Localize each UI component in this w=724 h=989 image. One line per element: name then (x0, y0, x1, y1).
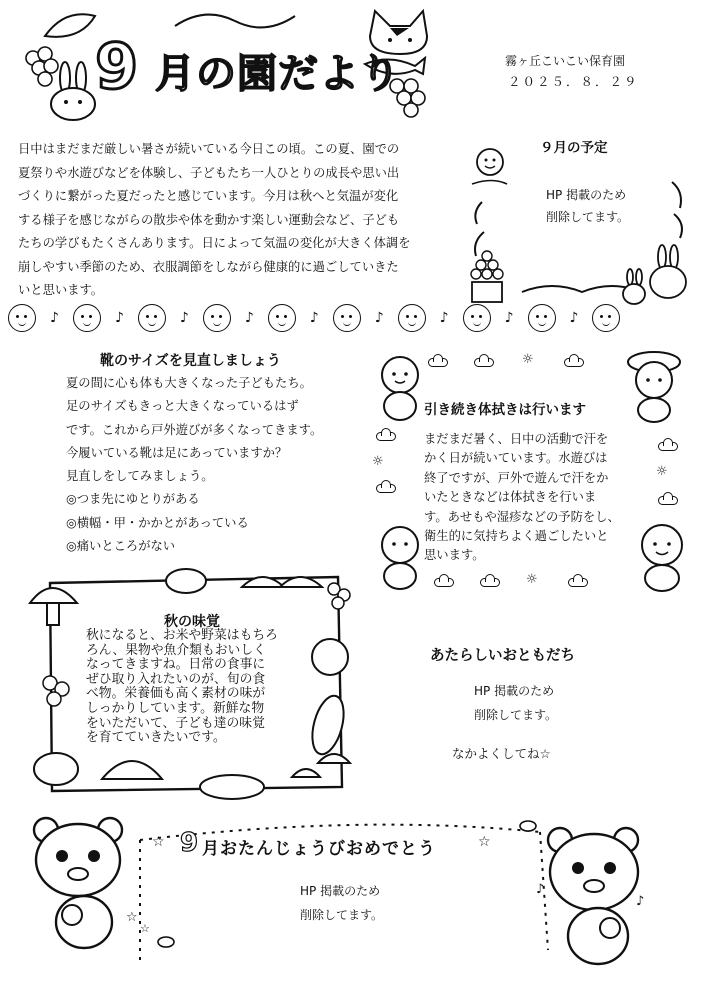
autumn-line: ぜひ取り入れたいのが、旬の食 (86, 671, 266, 687)
intro-paragraph (18, 138, 458, 303)
title-text: 月の園だより (155, 51, 401, 97)
autumn-line: 秋になると、お米や野菜はもちろ (86, 628, 278, 643)
new-friends-title: あたらしいおともだち (430, 648, 575, 664)
music-note-icon: ♪ (244, 310, 254, 326)
intro-line: する様子を感じながらの散歩や体を動かす楽しい運動会など、子ども (18, 212, 400, 227)
towel-section (362, 350, 724, 595)
new-friends-line-1: HP 掲載のため (474, 684, 555, 698)
apple-face-icon (592, 304, 620, 332)
star-icon: ☆ (126, 910, 138, 925)
music-note-icon: ♪ (309, 310, 319, 326)
autumn-line: しっかりしています。新鮮な物 (86, 700, 265, 716)
cloud-icon (564, 358, 584, 367)
autumn-line: をいただいて、子ども達の味覚 (86, 715, 265, 731)
music-note-icon: ♪ (439, 310, 449, 326)
shoes-line: 見直しをしてみましょう。 (66, 469, 214, 484)
birthday-line-2: 削除してます。 (300, 908, 384, 922)
towel-title: 引き続き体拭きは行います (424, 402, 586, 418)
star-icon: ☆ (478, 834, 491, 850)
music-note-icon: ♪ (50, 310, 59, 326)
birthday-title: 月おたんじょうびおめでとう (202, 839, 436, 859)
title-number-9: 9 (95, 30, 139, 103)
schedule-line-2: 削除してます。 (546, 210, 630, 224)
shoes-title: 靴のサイズを見直しましょう (100, 353, 281, 369)
intro-line: たちの学びもたくさんあります。日によって気温の変化が大きく体調を (18, 236, 411, 250)
autumn-paragraph (86, 629, 278, 746)
shoes-paragraph (66, 372, 322, 558)
autumn-title: 秋の味覚 (164, 614, 220, 630)
cloud-icon (568, 578, 588, 587)
intro-line: 夏祭りや水遊びなどを体験し、子どもたち一人ひとりの成長や思い出 (18, 165, 400, 180)
star-icon: ☆ (140, 922, 150, 935)
towel-line: まだまだ暑く、日中の活動で汗を (424, 432, 609, 446)
towel-line: かく日が続いています。水遊びは (424, 451, 608, 466)
grape-face-icon (203, 304, 231, 332)
chestnut-face-icon (268, 304, 296, 332)
shoes-checklist-item: ◎横幅・甲・かかとがあっている (66, 515, 249, 530)
cloud-icon (480, 578, 500, 587)
music-note-icon: ♪ (374, 310, 384, 326)
autumn-line: べ物。栄養価も高く素材の味が (86, 686, 266, 702)
autumn-line: ろん、果物や魚介類もおいしく (86, 642, 266, 658)
intro-line: 日中はまだまだ厳しい暑さが続いている今日この頃。この夏、園での (18, 142, 400, 156)
chestnut-face-icon (528, 304, 556, 332)
sun-icon: ☼ (526, 572, 538, 587)
birthday-section (0, 810, 724, 985)
cloud-icon (376, 484, 396, 493)
towel-line: 思います。 (424, 548, 485, 563)
newsletter-title-banner (25, 6, 445, 124)
sun-icon: ☼ (522, 352, 534, 367)
autumn-line: を育てていきたいです。 (86, 730, 226, 746)
music-note-icon: ♪ (114, 310, 124, 326)
fruit-faces-divider (8, 304, 708, 332)
schedule-line-1: HP 掲載のため (546, 188, 627, 202)
persimmon-face-icon (8, 304, 36, 332)
sun-icon: ☼ (372, 454, 384, 469)
new-friends-greeting: なかよくしてね☆ (452, 746, 551, 761)
shoes-line: 今履いている靴は足にあっていますか？ (66, 445, 288, 460)
chestnut-face-icon (138, 304, 166, 332)
cloud-icon (474, 358, 494, 367)
towel-line: 衛生的に気持ちよく過ごしたいと (424, 529, 609, 544)
cloud-icon (658, 496, 678, 505)
towel-line: 終了ですが、戸外で遊んで汗をか (424, 470, 609, 485)
persimmon-face-icon (463, 304, 491, 332)
shoes-checklist-item: ◎痛いところがない (66, 539, 176, 554)
intro-line: 崩しやすい季節のため、衣服調節をしながら健康的に過ごしていきた (18, 259, 399, 274)
towel-line: す。あせもや湿疹などの予防をし、 (424, 509, 620, 524)
autumn-line: なってきますね。日常の食事に (86, 657, 266, 673)
intro-line: づくりに繋がった夏だったと感じています。今月は秋へと気温が変化 (18, 189, 399, 203)
towel-paragraph (424, 430, 620, 566)
music-note-icon: ♪ (504, 310, 514, 326)
shoes-line: です。これから戸外遊びが多くなってきます。 (66, 422, 323, 437)
towel-line: いたときなどは体拭きを行いま (424, 490, 597, 505)
autumn-food-section (22, 565, 357, 805)
shoes-checklist-item: ◎つま先にゆとりがある (66, 492, 200, 507)
cloud-icon (428, 358, 448, 367)
music-note-icon: ♪ (569, 310, 579, 326)
music-note-icon: ♪ (636, 894, 645, 909)
star-icon: ☆ (152, 834, 165, 850)
music-note-icon: ♪ (536, 882, 545, 897)
birthday-line-1: HP 掲載のため (300, 884, 381, 898)
music-note-icon: ♪ (179, 310, 189, 326)
schedule-title: ９月の予定 (540, 140, 608, 156)
apple-face-icon (333, 304, 361, 332)
cloud-icon (658, 442, 678, 451)
birthday-number: 9 (180, 828, 199, 858)
cloud-icon (376, 432, 396, 441)
intro-line: いと思います。 (18, 283, 104, 297)
new-friends-line-2: 削除してます。 (474, 708, 558, 722)
shoes-line: 夏の間に心も体も大きくなった子どもたち。 (66, 376, 312, 390)
grape-face-icon (398, 304, 426, 332)
cloud-icon (434, 578, 454, 587)
shoes-line: 足のサイズもきっと大きくなっているはず (66, 399, 299, 414)
schedule-section (462, 132, 724, 307)
school-name: 霧ヶ丘こいこい保育園 (505, 54, 626, 68)
grape-face-icon (73, 304, 101, 332)
issue-date: ２０２５．８．２９ (508, 74, 639, 89)
sun-icon: ☼ (656, 464, 668, 479)
